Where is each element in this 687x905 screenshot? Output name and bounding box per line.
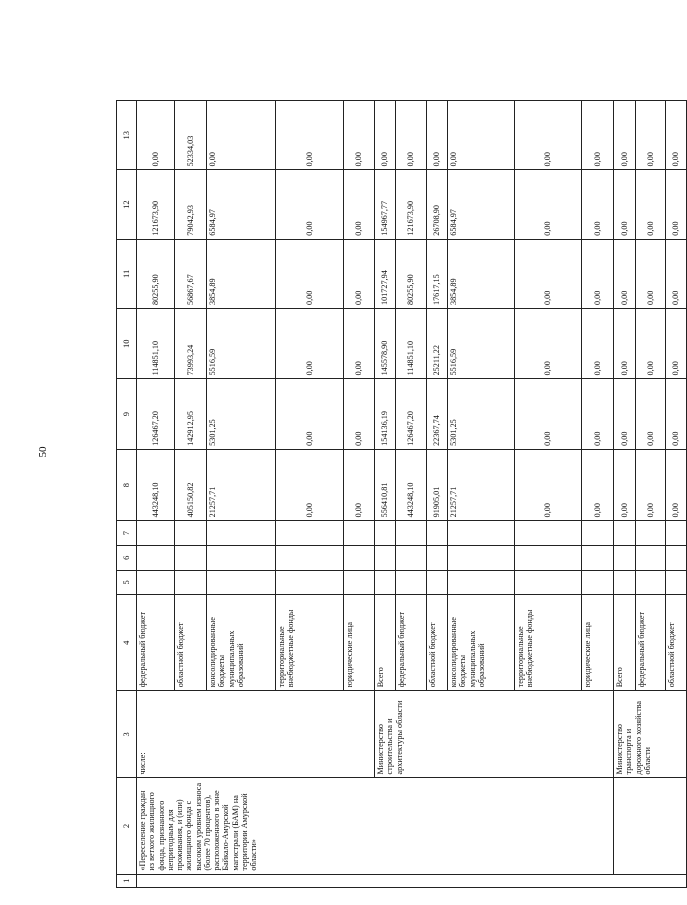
- value-cell: 0,00: [344, 379, 375, 449]
- header-cell: 9: [117, 379, 137, 449]
- value-cell: 0,00: [582, 309, 614, 379]
- header-cell: 2: [117, 778, 137, 874]
- value-cell: 3854,89: [207, 239, 276, 308]
- value-cell: 0,00: [614, 449, 636, 521]
- header-cell: 12: [117, 170, 137, 239]
- value-cell: 0,00: [515, 309, 582, 379]
- value-cell: 0,00: [515, 239, 582, 308]
- source-cell: федеральный бюджет: [396, 595, 427, 691]
- table-row: [137, 101, 175, 888]
- value-cell: 0,00: [515, 449, 582, 521]
- value-cell: 56867,67: [175, 239, 207, 308]
- header-cell: 11: [117, 239, 137, 308]
- value-cell: 17617,15: [427, 239, 448, 308]
- value-cell: 0,00: [276, 239, 344, 308]
- value-cell: 0,00: [515, 101, 582, 170]
- value-cell: 0,00: [614, 101, 636, 170]
- header-cell: 7: [117, 521, 137, 546]
- value-cell: [614, 570, 636, 595]
- value-cell: [636, 545, 666, 570]
- value-cell: [396, 570, 427, 595]
- value-cell: 0,00: [515, 379, 582, 449]
- value-cell: [207, 521, 276, 546]
- value-cell: 0,00: [666, 379, 687, 449]
- value-cell: 443248,10: [396, 449, 427, 521]
- value-cell: 0,00: [137, 101, 175, 170]
- value-cell: 154136,19: [375, 379, 396, 449]
- value-cell: [636, 521, 666, 546]
- page-number: 50: [37, 446, 49, 458]
- value-cell: [207, 545, 276, 570]
- value-cell: 0,00: [614, 170, 636, 239]
- rotated-table-container: [116, 100, 681, 888]
- continued-label-cell: числе:: [137, 691, 375, 778]
- value-cell: [375, 570, 396, 595]
- value-cell: 556410,81: [375, 449, 396, 521]
- value-cell: 0,00: [582, 379, 614, 449]
- source-cell: территориальные внебюджетные фонды: [515, 595, 582, 691]
- table-row: [375, 101, 396, 888]
- value-cell: 0,00: [448, 101, 515, 170]
- value-cell: 5301,25: [207, 379, 276, 449]
- value-cell: 22367,74: [427, 379, 448, 449]
- value-cell: 0,00: [636, 101, 666, 170]
- value-cell: 0,00: [636, 309, 666, 379]
- value-cell: 121673,90: [137, 170, 175, 239]
- value-cell: 0,00: [396, 101, 427, 170]
- value-cell: 126467,20: [396, 379, 427, 449]
- source-cell: юридические лица: [582, 595, 614, 691]
- value-cell: [614, 545, 636, 570]
- value-cell: [515, 521, 582, 546]
- source-cell: консолидированные бюджеты муниципальных образований: [207, 595, 276, 691]
- value-cell: 0,00: [276, 309, 344, 379]
- value-cell: 3854,89: [448, 239, 515, 308]
- value-cell: 5301,25: [448, 379, 515, 449]
- header-cell: 13: [117, 101, 137, 170]
- value-cell: 0,00: [344, 239, 375, 308]
- index-cell: [137, 874, 687, 887]
- header-cell: 4: [117, 595, 137, 691]
- value-cell: [137, 545, 175, 570]
- value-cell: 52334,03: [175, 101, 207, 170]
- value-cell: 0,00: [427, 101, 448, 170]
- value-cell: 0,00: [582, 239, 614, 308]
- value-cell: 0,00: [344, 170, 375, 239]
- value-cell: [582, 570, 614, 595]
- value-cell: [515, 545, 582, 570]
- value-cell: 101727,94: [375, 239, 396, 308]
- value-cell: 0,00: [666, 449, 687, 521]
- value-cell: 145578,90: [375, 309, 396, 379]
- value-cell: [427, 545, 448, 570]
- source-cell: консолидированные бюджеты муниципальных образований: [448, 595, 515, 691]
- source-cell: Всего: [375, 595, 396, 691]
- value-cell: 0,00: [636, 379, 666, 449]
- value-cell: 0,00: [582, 449, 614, 521]
- value-cell: 405150,82: [175, 449, 207, 521]
- source-cell: Всего: [614, 595, 636, 691]
- value-cell: [582, 521, 614, 546]
- value-cell: 79042,93: [175, 170, 207, 239]
- value-cell: 0,00: [614, 309, 636, 379]
- value-cell: [396, 521, 427, 546]
- value-cell: 0,00: [344, 101, 375, 170]
- value-cell: 154967,77: [375, 170, 396, 239]
- value-cell: [175, 521, 207, 546]
- value-cell: [515, 570, 582, 595]
- value-cell: 0,00: [276, 449, 344, 521]
- header-cell: 10: [117, 309, 137, 379]
- value-cell: 0,00: [614, 239, 636, 308]
- value-cell: [582, 545, 614, 570]
- program-name-continuation-cell: [614, 778, 687, 874]
- value-cell: 80255,90: [137, 239, 175, 308]
- value-cell: 0,00: [636, 170, 666, 239]
- source-cell: территориальные внебюджетные фонды: [276, 595, 344, 691]
- source-cell: федеральный бюджет: [137, 595, 175, 691]
- value-cell: 5516,59: [448, 309, 515, 379]
- table-body: [117, 101, 687, 888]
- value-cell: [375, 521, 396, 546]
- value-cell: [344, 521, 375, 546]
- value-cell: [137, 570, 175, 595]
- value-cell: 0,00: [666, 239, 687, 308]
- source-cell: федеральный бюджет: [636, 595, 666, 691]
- value-cell: 80255,90: [396, 239, 427, 308]
- header-cell: 3: [117, 691, 137, 778]
- value-cell: 0,00: [276, 101, 344, 170]
- value-cell: [427, 570, 448, 595]
- source-cell: областной бюджет: [175, 595, 207, 691]
- value-cell: 0,00: [582, 170, 614, 239]
- executor-cell: Министерство транспорта и дорожного хозяйства области: [614, 691, 687, 778]
- value-cell: [666, 545, 687, 570]
- value-cell: [448, 570, 515, 595]
- table-row: [614, 101, 636, 888]
- value-cell: 6584,97: [207, 170, 276, 239]
- value-cell: 114851,10: [137, 309, 175, 379]
- value-cell: [276, 521, 344, 546]
- value-cell: 126467,20: [137, 379, 175, 449]
- value-cell: 91905,01: [427, 449, 448, 521]
- value-cell: [375, 545, 396, 570]
- value-cell: [636, 570, 666, 595]
- value-cell: [175, 545, 207, 570]
- value-cell: [427, 521, 448, 546]
- value-cell: [276, 570, 344, 595]
- value-cell: 6584,97: [448, 170, 515, 239]
- value-cell: 21257,71: [448, 449, 515, 521]
- header-cell: 8: [117, 449, 137, 521]
- header-cell: 6: [117, 545, 137, 570]
- value-cell: [396, 545, 427, 570]
- value-cell: [448, 521, 515, 546]
- value-cell: [614, 521, 636, 546]
- header-row: [117, 101, 137, 888]
- value-cell: 0,00: [515, 170, 582, 239]
- value-cell: 5516,59: [207, 309, 276, 379]
- value-cell: 0,00: [276, 170, 344, 239]
- value-cell: 0,00: [344, 309, 375, 379]
- value-cell: 0,00: [207, 101, 276, 170]
- value-cell: 0,00: [582, 101, 614, 170]
- value-cell: 0,00: [344, 449, 375, 521]
- source-cell: юридические лица: [344, 595, 375, 691]
- value-cell: [344, 545, 375, 570]
- value-cell: 0,00: [614, 379, 636, 449]
- value-cell: 443248,10: [137, 449, 175, 521]
- value-cell: 121673,90: [396, 170, 427, 239]
- value-cell: 26708,90: [427, 170, 448, 239]
- value-cell: [137, 521, 175, 546]
- value-cell: [666, 570, 687, 595]
- program-name-cell: «Переселение граждан из ветхого жилищного фонда, признанного непригодным для проживания, и (или) жилищного фонда с высоким уровнем износа (более 70 процентов), расположенного в зоне Байкало-Амурской магистрали (БАМ) на территории Амурской области»: [137, 778, 614, 874]
- value-cell: 0,00: [666, 309, 687, 379]
- header-cell: 1: [117, 874, 137, 887]
- value-cell: 0,00: [636, 449, 666, 521]
- value-cell: 0,00: [666, 101, 687, 170]
- value-cell: 114851,10: [396, 309, 427, 379]
- value-cell: 0,00: [375, 101, 396, 170]
- value-cell: [276, 545, 344, 570]
- value-cell: 142912,95: [175, 379, 207, 449]
- value-cell: 0,00: [666, 170, 687, 239]
- value-cell: [448, 545, 515, 570]
- executor-cell: Министерство строительства и архитектуры области: [375, 691, 614, 778]
- funding-table: [116, 100, 687, 888]
- value-cell: 21257,71: [207, 449, 276, 521]
- value-cell: [175, 570, 207, 595]
- value-cell: 73993,24: [175, 309, 207, 379]
- value-cell: 0,00: [276, 379, 344, 449]
- value-cell: [207, 570, 276, 595]
- value-cell: 25211,22: [427, 309, 448, 379]
- value-cell: [666, 521, 687, 546]
- source-cell: областной бюджет: [427, 595, 448, 691]
- source-cell: областной бюджет: [666, 595, 687, 691]
- value-cell: [344, 570, 375, 595]
- header-cell: 5: [117, 570, 137, 595]
- value-cell: 0,00: [636, 239, 666, 308]
